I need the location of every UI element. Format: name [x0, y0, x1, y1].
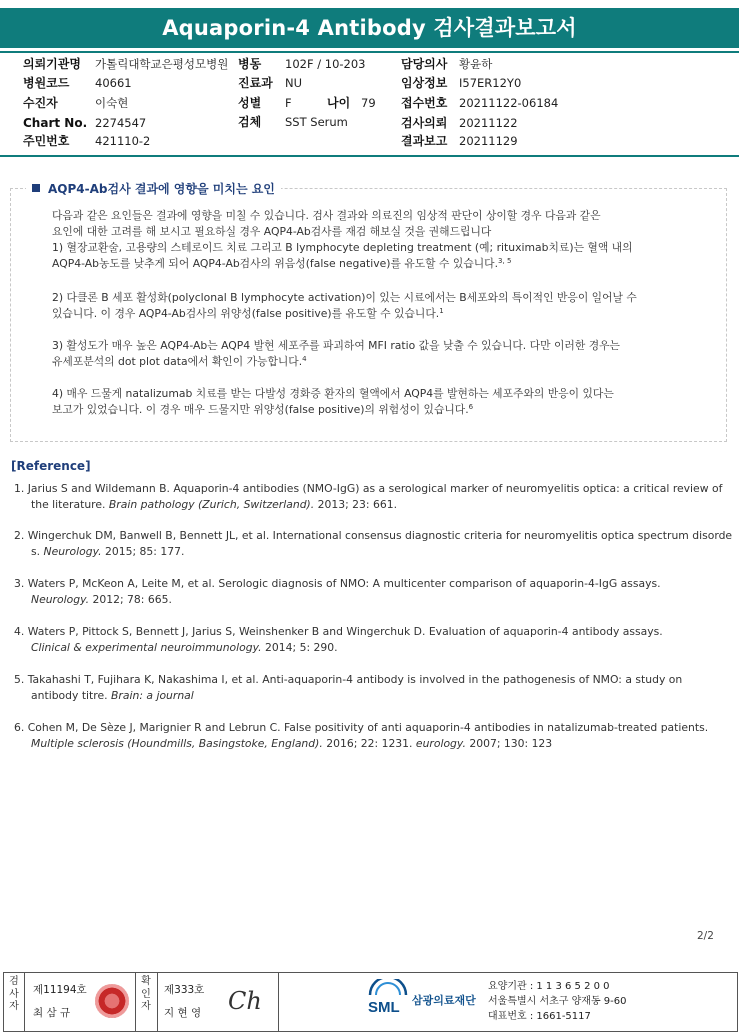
factors-intro-line1: 다음과 같은 요인들은 결과에 영향을 미칠 수 있습니다. 검사 결과와 의료진의 임상적 판단이 상이할 경우 다음과 같은 [52, 209, 601, 222]
factor-3-line2: 유세포분석의 dot plot data에서 확인이 가능합니다.$^4$ [52, 355, 307, 368]
clinical-info-value: I57ER12Y0 [459, 76, 522, 90]
footer-divider [157, 973, 158, 1031]
citation-sup: 6 [468, 403, 474, 411]
factor-3-line1: 3) 활성도가 매우 높은 AQP4-Ab는 AQP4 발현 세포주를 파괴하여 MFI ratio 값을 낮출 수 있습니다. 다만 이러한 경우는 [52, 339, 620, 352]
age-value: 79 [361, 96, 376, 110]
page-number: 2/2 [697, 930, 714, 942]
report-footer [3, 972, 738, 1032]
department-label: 진료과 [238, 76, 273, 90]
official-seal-icon [95, 984, 129, 1018]
factor-2-line2: 있습니다. 이 경우 AQP4-Ab검사의 위양성(false positive)를 유도할 수 있습니다.$^1$ [52, 307, 444, 320]
org-address: 서울특별시 서초구 양재동 9-60 [488, 996, 627, 1007]
factors-title: AQP4-Ab검사 결과에 영향을 미치는 요인 [26, 180, 281, 197]
chart-no-value: 2274547 [95, 116, 147, 130]
factor-4-line1: 4) 매우 드물게 natalizumab 치료를 받는 다발성 경화증 환자의 혈액에서 AQP4를 발현하는 세포주와의 반응이 있다는 [52, 387, 614, 400]
tester-label-text: 검사자 [9, 976, 19, 1012]
age-label: 나이 [327, 96, 351, 110]
specimen-value: SST Serum [285, 115, 348, 129]
header-label: 의뢰기관명 [23, 57, 81, 71]
patient-value: 이숙현 [95, 96, 129, 110]
reference-item: 1. Jarius S and Wildemann B. Aquaporin-4 antibodies (NMO-IgG) as a serological marker of neuromyelitis optica: a critical review of the literature. Brain pathology (Zurich, Switzerland). 2013; 23: 661. [14, 482, 723, 511]
factor-2-line1: 2) 다클론 B 세포 활성화(polyclonal B lymphocyte activation)이 있는 시료에서는 B세포와의 특이적인 반응이 일어날 수 [52, 291, 637, 304]
confirm-label [139, 976, 153, 1014]
footer-divider [278, 973, 279, 1031]
patient-label: 수진자 [23, 96, 58, 110]
clinical-info-label: 임상정보 [401, 76, 448, 90]
doctor-label: 담당의사 [401, 57, 448, 71]
requesting-institution-row [23, 57, 81, 71]
report-date-label: 결과보고 [401, 134, 448, 148]
citation-sup: 4 [302, 355, 307, 363]
receipt-no-label: 접수번호 [401, 96, 448, 110]
confirmer-license-no: 제333호 [164, 984, 205, 996]
confirmer-name: 지 현 영 [164, 1007, 202, 1019]
tester-license-no: 제11194호 [33, 984, 87, 996]
logo-text: SML [368, 999, 400, 1016]
org-phone: 대표번호 : 1661-5117 [488, 1011, 591, 1022]
footer-divider [135, 973, 136, 1031]
header-bottom-rule [0, 155, 739, 157]
citation-sup: 1 [439, 307, 444, 315]
request-date-value: 20211122 [459, 116, 518, 130]
factor-4-line2: 보고가 있었습니다. 이 경우 매우 드물지만 위양성(false positive)의 위험성이 있습니다.$^6$ [52, 403, 474, 416]
tester-name: 최 삼 규 [33, 1007, 71, 1019]
hospital-code-value: 40661 [95, 76, 132, 90]
org-name: 삼광의료재단 [412, 994, 476, 1007]
sex-label: 성별 [238, 96, 262, 110]
citation-sup: 3, 5 [498, 257, 512, 265]
factor-1-line2: AQP4-Ab농도를 낮추게 되어 AQP4-Ab검사의 위음성(false negative)를 유도할 수 있습니다.$^{3, 5}$ [52, 257, 512, 270]
sml-logo-icon [366, 979, 410, 1023]
header-top-rule [0, 51, 739, 53]
factor-1-line1: 1) 혈장교환술, 고용량의 스테로이드 치료 그리고 B lymphocyte depleting treatment (예; rituximab치료)는 혈액 내의 [52, 241, 633, 254]
department-value: NU [285, 76, 303, 90]
request-date-label: 검사의뢰 [401, 116, 448, 130]
hospital-code-label: 병원코드 [23, 76, 70, 90]
org-code: 요양기관 : 1 1 3 6 5 2 0 0 [488, 981, 610, 992]
reference-heading: [Reference] [11, 459, 91, 473]
square-bullet-icon [32, 184, 40, 192]
specimen-label: 검체 [238, 115, 262, 129]
tester-label [7, 976, 21, 1014]
resident-no-value: 421110-2 [95, 134, 151, 148]
reference-item: 5. Takahashi T, Fujihara K, Nakashima I, et al. Anti-aquaporin-4 antibody is involved in the pathogenesis of NMO: a study on antibody titre. Brain: a journal [14, 673, 683, 702]
reference-item: 6. Cohen M, De Sèze J, Marignier R and Lebrun C. False positivity of anti aquaporin-4 antibodies in natalizumab-treated patients. Multiple sclerosis (Houndmills, Basingstoke, England). 2016; 22: 1231. eurology. 2007; 130: 123 [14, 721, 709, 750]
report-date-value: 20211129 [459, 134, 518, 148]
signature: Ch [228, 987, 262, 1015]
confirm-label-text: 확인자 [141, 976, 151, 1012]
reference-item: 4. Waters P, Pittock S, Bennett J, Jarius S, Weinshenker B and Wingerchuk D. Evaluation of aquaporin-4 antibody assays. Clinical & experimental neuroimmunology. 2014; 5: 290. [14, 625, 663, 654]
chart-no-label: Chart No. [23, 116, 88, 130]
footer-divider [24, 973, 25, 1031]
reference-item: 3. Waters P, McKeon A, Leite M, et al. Serologic diagnosis of NMO: A multicenter comparison of aquaporin-4-IgG assays. Neurology. 2012; 78: 665. [14, 577, 661, 606]
reference-item: 2. Wingerchuk DM, Banwell B, Bennett JL, et al. International consensus diagnostic criteria for neuromyelitis optica spectrum disorde s. Neurology. 2015; 85: 177. [14, 529, 733, 558]
factors-intro-line2: 요인에 대한 고려를 해 보시고 필요하실 경우 AQP4-Ab검사를 재검 해보실 것을 권해드립니다 [52, 225, 492, 238]
doctor-value: 황윤하 [459, 57, 493, 71]
report-title: Aquaporin-4 Antibody 검사결과보고서 [0, 8, 739, 48]
requesting-institution-value: 가톨릭대학교은평성모병원 [95, 57, 229, 71]
resident-no-label: 주민번호 [23, 134, 70, 148]
sex-value: F [285, 96, 292, 110]
ward-label: 병동 [238, 57, 262, 71]
ward-value: 102F / 10-203 [285, 57, 366, 71]
receipt-no-value: 20211122-06184 [459, 96, 559, 110]
